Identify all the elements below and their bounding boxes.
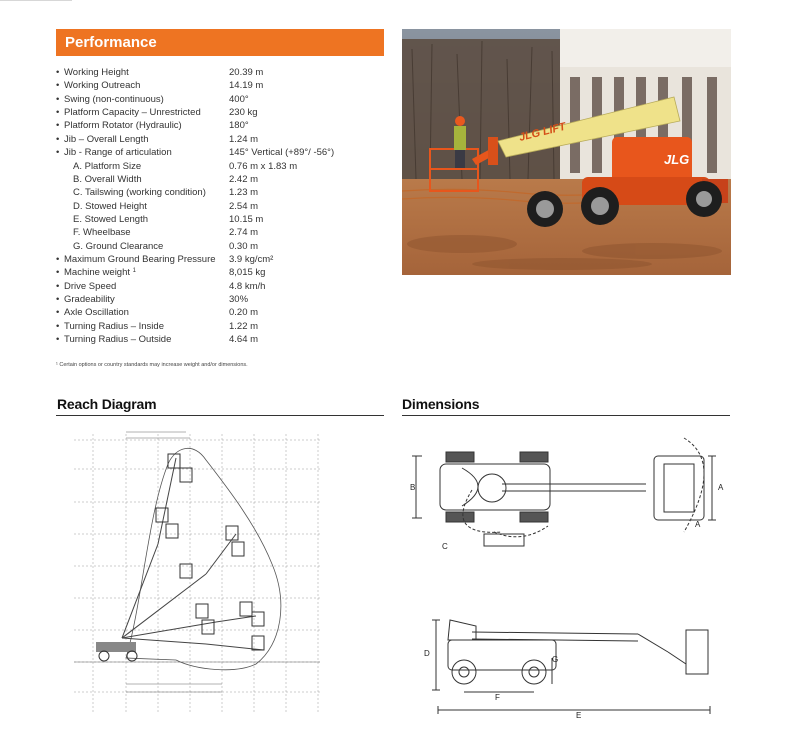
reach-diagram-rule	[56, 415, 384, 416]
spec-label: Working Height	[64, 67, 129, 78]
spec-row	[56, 306, 386, 319]
spec-list	[56, 66, 386, 347]
spec-row	[56, 186, 386, 199]
spec-label: B. Overall Width	[73, 173, 142, 185]
spec-label: Jib – Overall Length	[64, 133, 149, 145]
spec-row	[56, 253, 386, 266]
spec-row	[56, 213, 386, 226]
dim-letter-f: F	[495, 693, 500, 702]
spec-label: Machine weight $^1$	[64, 267, 136, 279]
dim-letter-a-1: A	[718, 483, 724, 492]
boom-brand-text: JLG LIFT	[517, 120, 567, 144]
spec-label: Drive Speed	[64, 280, 117, 292]
spec-value: 8,015 kg	[229, 267, 266, 279]
bullet-icon: •	[56, 93, 60, 105]
spec-row	[56, 173, 386, 186]
spec-label: D. Stowed Height	[73, 200, 147, 212]
dim-letter-a-2: A	[695, 520, 701, 529]
spec-value: 30%	[229, 294, 249, 306]
spec-row	[56, 160, 386, 173]
spec-row	[56, 293, 386, 306]
footnote: ¹ Certain options or country standards may increase weight and/or dimensions.	[56, 362, 248, 368]
spec-label: Maximum Ground Bearing Pressure	[64, 254, 216, 266]
dim-letter-g: G	[552, 655, 559, 664]
dim-letter-b: B	[410, 483, 416, 492]
bullet-icon: •	[56, 294, 60, 306]
spec-value: 0.30 m	[229, 240, 259, 252]
spec-label: Jib - Range of articulation	[64, 147, 172, 159]
chassis-brand-text: JLG	[664, 152, 690, 167]
top-rule	[0, 0, 786, 1]
reach-diagram	[56, 424, 386, 734]
spec-row	[56, 240, 386, 253]
dim-letter-c: C	[442, 542, 448, 551]
spec-label: Axle Oscillation	[64, 307, 129, 319]
spec-label: Working Outreach	[64, 80, 141, 92]
spec-value: 400°	[229, 93, 249, 105]
spec-value: 1.22 m	[229, 320, 259, 332]
spec-value: 2.42 m	[229, 173, 259, 185]
spec-label: F. Wheelbase	[73, 227, 131, 239]
bullet-icon: •	[56, 334, 60, 346]
dim-letter-d: D	[424, 649, 430, 658]
spec-label: Turning Radius – Outside	[64, 334, 172, 346]
spec-label: G. Ground Clearance	[73, 240, 164, 252]
spec-row	[56, 200, 386, 213]
performance-header	[56, 29, 384, 56]
spec-value: 1.24 m	[229, 133, 259, 145]
bullet-icon: •	[56, 254, 60, 266]
bullet-icon: •	[56, 133, 60, 145]
spec-row	[56, 146, 386, 159]
spec-row	[56, 280, 386, 293]
spec-row	[56, 226, 386, 239]
spec-row	[56, 119, 386, 132]
spec-value: 230 kg	[229, 107, 258, 119]
spec-row	[56, 106, 386, 119]
spec-value: 180°	[229, 120, 249, 132]
dimensions-rule	[402, 415, 730, 416]
bullet-icon: •	[56, 107, 60, 119]
spec-label: E. Stowed Length	[73, 213, 148, 225]
dimensions-top-view	[402, 428, 732, 558]
spec-value: 4.64 m	[229, 334, 259, 346]
spec-value: 20.39 m	[229, 67, 264, 78]
spec-row	[56, 66, 386, 79]
spec-label: Platform Rotator (Hydraulic)	[64, 120, 182, 132]
spec-value: 0.20 m	[229, 307, 259, 319]
spec-label: Turning Radius – Inside	[64, 320, 164, 332]
bullet-icon: •	[56, 267, 60, 279]
spec-value: 0.76 m x 1.83 m	[229, 160, 298, 172]
spec-footnote-marker: 1	[132, 268, 136, 275]
spec-value: 4.8 km/h	[229, 280, 266, 292]
spec-value: 2.54 m	[229, 200, 259, 212]
spec-label: C. Tailswing (working condition)	[73, 187, 206, 199]
bullet-icon: •	[56, 307, 60, 319]
spec-row	[56, 133, 386, 146]
bullet-icon: •	[56, 80, 60, 92]
dim-letter-e: E	[576, 711, 582, 720]
spec-row	[56, 266, 386, 279]
spec-row	[56, 93, 386, 106]
spec-label: Gradeability	[64, 294, 115, 306]
dimensions-side-view	[402, 612, 732, 722]
machine-photo	[402, 29, 731, 275]
bullet-icon: •	[56, 320, 60, 332]
spec-value: 2.74 m	[229, 227, 259, 239]
spec-row	[56, 333, 386, 346]
spec-label: Swing (non-continuous)	[64, 93, 164, 105]
spec-label: A. Platform Size	[73, 160, 142, 172]
spec-row	[56, 79, 386, 92]
spec-value: 1.23 m	[229, 187, 259, 199]
machine-photo-illustration	[402, 29, 731, 275]
bullet-icon: •	[56, 67, 60, 78]
spec-label: Platform Capacity – Unrestricted	[64, 107, 201, 119]
spec-value: 10.15 m	[229, 213, 264, 225]
performance-title: Performance	[65, 34, 157, 51]
reach-diagram-title: Reach Diagram	[57, 396, 157, 412]
spec-row	[56, 320, 386, 333]
bullet-icon: •	[56, 120, 60, 132]
spec-value: 3.9 kg/cm²	[229, 254, 274, 266]
bullet-icon: •	[56, 147, 60, 159]
spec-value: 14.19 m	[229, 80, 264, 92]
bullet-icon: •	[56, 280, 60, 292]
dimensions-title: Dimensions	[402, 396, 480, 412]
spec-value: 145° Vertical (+89°/ -56°)	[229, 147, 335, 159]
